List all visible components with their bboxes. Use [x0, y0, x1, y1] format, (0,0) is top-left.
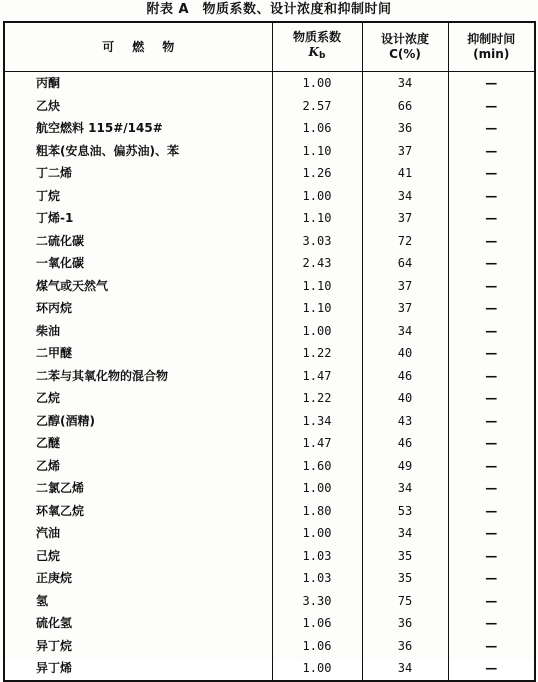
factor-kb-cell: 1.00	[272, 320, 362, 343]
factor-kb-cell: 1.06	[272, 612, 362, 635]
table-row	[4, 432, 535, 455]
concentration-cell: 64	[362, 252, 448, 275]
suppression-time-cell: —	[485, 436, 498, 451]
factor-kb-cell: 1.03	[272, 545, 362, 568]
factor-kb-cell: 1.47	[272, 432, 362, 455]
suppression-time-cell: —	[485, 391, 498, 406]
suppression-time-cell: —	[485, 121, 498, 136]
substance-name-cell: 环丙烷	[4, 297, 272, 320]
factor-kb-cell: 1.00	[272, 522, 362, 545]
header-factor-subscript: b	[318, 51, 326, 61]
substance-name-cell: 二甲醚	[4, 342, 272, 365]
table-header	[4, 22, 535, 72]
factor-kb-cell: 3.03	[272, 230, 362, 253]
header-row	[4, 22, 535, 72]
suppression-time-cell: —	[485, 143, 498, 158]
concentration-cell: 40	[362, 387, 448, 410]
table-row	[4, 342, 535, 365]
table-row	[4, 477, 535, 500]
concentration-cell: 46	[362, 432, 448, 455]
substance-name-cell: 二氯乙烯	[4, 477, 272, 500]
suppression-time-cell: —	[485, 211, 498, 226]
suppression-time-cell: —	[485, 661, 498, 676]
substance-name-cell: 己烷	[4, 545, 272, 568]
suppression-time-cell: —	[485, 481, 498, 496]
substance-name-cell: 二硫化碳	[4, 230, 272, 253]
substance-name-cell: 异丁烷	[4, 635, 272, 658]
substance-name-cell: 乙炔	[4, 95, 272, 118]
factor-kb-cell: 1.00	[272, 657, 362, 681]
suppression-time-cell: —	[485, 548, 498, 563]
concentration-cell: 36	[362, 117, 448, 140]
table-row	[4, 657, 535, 681]
substance-name-cell: 丁烷	[4, 185, 272, 208]
table-row	[4, 162, 535, 185]
table-row	[4, 365, 535, 388]
table-row	[4, 252, 535, 275]
concentration-cell: 66	[362, 95, 448, 118]
concentration-cell: 34	[362, 185, 448, 208]
substance-name-cell: 丁烯-1	[4, 207, 272, 230]
substance-name-cell: 异丁烯	[4, 657, 272, 681]
concentration-cell: 75	[362, 590, 448, 613]
table-row	[4, 72, 535, 95]
factor-kb-cell: 1.80	[272, 500, 362, 523]
concentration-cell: 43	[362, 410, 448, 433]
substance-name-cell: 航空燃料 115#/145#	[4, 117, 272, 140]
factor-kb-cell: 1.10	[272, 275, 362, 298]
suppression-time-cell: —	[485, 166, 498, 181]
suppression-time-cell: —	[485, 616, 498, 631]
concentration-cell: 34	[362, 72, 448, 95]
factor-kb-cell: 1.10	[272, 207, 362, 230]
factor-kb-cell: 1.10	[272, 297, 362, 320]
table-row	[4, 545, 535, 568]
factor-kb-cell: 1.47	[272, 365, 362, 388]
header-factor	[272, 22, 362, 72]
suppression-time-cell: —	[485, 188, 498, 203]
header-concentration-unit: C(%)	[389, 47, 421, 61]
concentration-cell: 53	[362, 500, 448, 523]
suppression-time-cell: —	[485, 413, 498, 428]
factor-kb-cell: 1.03	[272, 567, 362, 590]
concentration-cell: 41	[362, 162, 448, 185]
suppression-time-cell: —	[485, 256, 498, 271]
factor-kb-cell: 2.57	[272, 95, 362, 118]
table-row	[4, 140, 535, 163]
factor-kb-cell: 1.60	[272, 455, 362, 478]
concentration-cell: 37	[362, 275, 448, 298]
substance-name-cell: 硫化氢	[4, 612, 272, 635]
concentration-cell: 46	[362, 365, 448, 388]
factor-kb-cell: 1.10	[272, 140, 362, 163]
factor-kb-cell: 3.30	[272, 590, 362, 613]
concentration-cell: 34	[362, 477, 448, 500]
suppression-time-cell: —	[485, 76, 498, 91]
header-factor-label: 物质系数	[292, 30, 341, 44]
table-row	[4, 590, 535, 613]
substance-name-cell: 粗苯(安息油、偏苏油)、苯	[4, 140, 272, 163]
suppression-time-cell: —	[485, 346, 498, 361]
table-row	[4, 410, 535, 433]
substance-name-cell: 汽油	[4, 522, 272, 545]
suppression-time-cell: —	[485, 571, 498, 586]
substance-name-cell: 环氧乙烷	[4, 500, 272, 523]
factor-kb-cell: 2.43	[272, 252, 362, 275]
header-suppression	[448, 22, 535, 72]
substance-name-cell: 丙酮	[4, 72, 272, 95]
table-row	[4, 567, 535, 590]
substance-name-cell: 一氧化碳	[4, 252, 272, 275]
concentration-cell: 36	[362, 635, 448, 658]
table-container	[3, 21, 534, 682]
factor-kb-cell: 1.34	[272, 410, 362, 433]
concentration-cell: 49	[362, 455, 448, 478]
concentration-cell: 35	[362, 567, 448, 590]
table-row	[4, 230, 535, 253]
suppression-time-cell: —	[485, 98, 498, 113]
table-row	[4, 612, 535, 635]
suppression-time-cell: —	[485, 458, 498, 473]
header-substance-label: 可燃物	[102, 39, 193, 54]
substance-name-cell: 乙醚	[4, 432, 272, 455]
substance-name-cell: 煤气或天然气	[4, 275, 272, 298]
table-row	[4, 387, 535, 410]
concentration-cell: 34	[362, 522, 448, 545]
suppression-time-cell: —	[485, 278, 498, 293]
table-title: 附表 A 物质系数、设计浓度和抑制时间	[146, 2, 392, 17]
suppression-time-cell: —	[485, 301, 498, 316]
table-row	[4, 320, 535, 343]
factor-kb-cell: 1.22	[272, 387, 362, 410]
suppression-time-cell: —	[485, 526, 498, 541]
header-suppression-label: 抑制时间	[467, 32, 516, 46]
concentration-cell: 35	[362, 545, 448, 568]
substance-table	[3, 21, 536, 682]
substance-name-cell: 柴油	[4, 320, 272, 343]
table-row	[4, 297, 535, 320]
table-row	[4, 455, 535, 478]
factor-kb-cell: 1.00	[272, 72, 362, 95]
suppression-time-cell: —	[485, 593, 498, 608]
header-factor-symbol-line	[273, 45, 362, 64]
concentration-cell: 37	[362, 207, 448, 230]
factor-kb-cell: 1.00	[272, 185, 362, 208]
concentration-cell: 72	[362, 230, 448, 253]
table-row	[4, 275, 535, 298]
header-substance	[4, 22, 272, 72]
suppression-time-cell: —	[485, 503, 498, 518]
concentration-cell: 34	[362, 320, 448, 343]
substance-name-cell: 氢	[4, 590, 272, 613]
concentration-cell: 36	[362, 612, 448, 635]
header-suppression-unit: (min)	[473, 47, 510, 61]
table-row	[4, 522, 535, 545]
concentration-cell: 34	[362, 657, 448, 681]
table-body	[4, 72, 535, 681]
header-factor-symbol: K	[308, 45, 319, 59]
factor-kb-cell: 1.26	[272, 162, 362, 185]
substance-name-cell: 乙醇(酒精)	[4, 410, 272, 433]
table-row	[4, 95, 535, 118]
table-row	[4, 207, 535, 230]
substance-name-cell: 乙烷	[4, 387, 272, 410]
substance-name-cell: 二苯与其氧化物的混合物	[4, 365, 272, 388]
substance-name-cell: 乙烯	[4, 455, 272, 478]
factor-kb-cell: 1.22	[272, 342, 362, 365]
header-concentration-label: 设计浓度	[380, 32, 429, 46]
suppression-time-cell: —	[485, 233, 498, 248]
suppression-time-cell: —	[485, 323, 498, 338]
concentration-cell: 37	[362, 140, 448, 163]
suppression-time-cell: —	[485, 368, 498, 383]
substance-name-cell: 丁二烯	[4, 162, 272, 185]
suppression-time-cell: —	[485, 638, 498, 653]
factor-kb-cell: 1.00	[272, 477, 362, 500]
concentration-cell: 40	[362, 342, 448, 365]
header-concentration	[362, 22, 448, 72]
factor-kb-cell: 1.06	[272, 117, 362, 140]
table-row	[4, 185, 535, 208]
concentration-cell: 37	[362, 297, 448, 320]
substance-name-cell: 正庚烷	[4, 567, 272, 590]
table-row	[4, 500, 535, 523]
table-row	[4, 117, 535, 140]
table-row	[4, 635, 535, 658]
factor-kb-cell: 1.06	[272, 635, 362, 658]
